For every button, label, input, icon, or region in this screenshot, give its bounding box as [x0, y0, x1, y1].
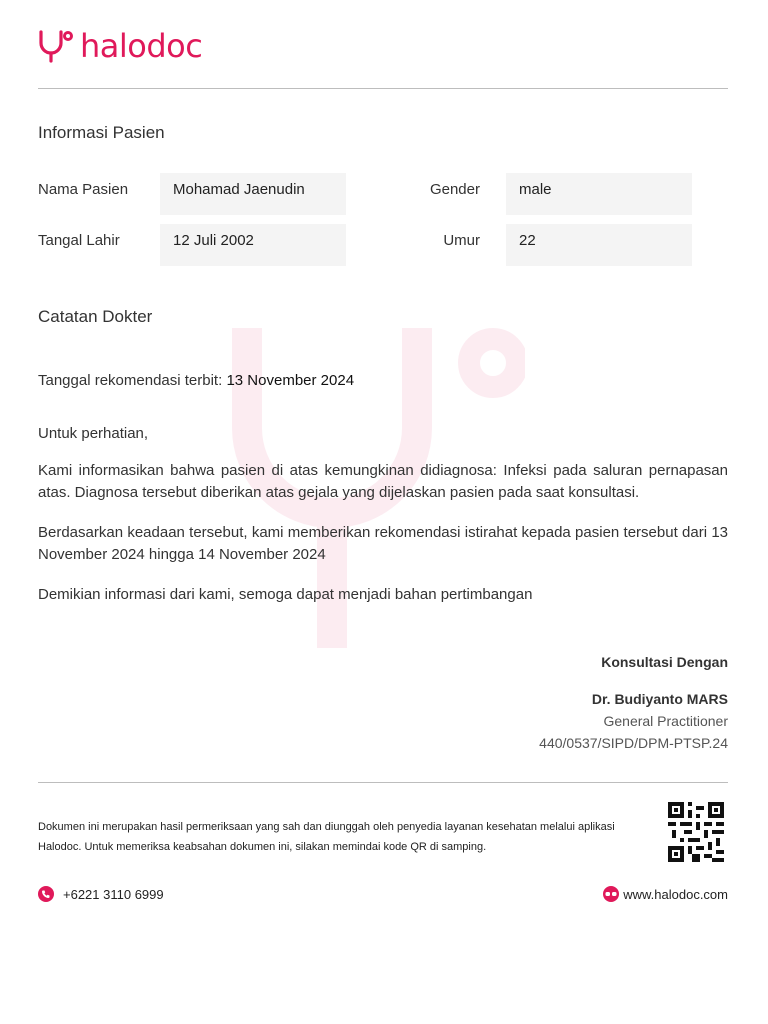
age-value: 22 — [506, 224, 692, 266]
doctor-name: Dr. Budiyanto MARS — [591, 691, 728, 707]
diagnosis-paragraph: Kami informasikan bahwa pasien di atas kemungkinan didiagnosa: Infeksi pada saluran pernapasan atas. Diagnosa tersebut diberikan atas gejala yang dijelaskan pasien pada saat konsultasi. — [38, 462, 728, 501]
date-prefix: Tanggal rekomendasi terbit: — [38, 372, 223, 389]
header-divider — [38, 88, 728, 89]
greeting: Untuk perhatian, — [38, 425, 149, 442]
closing-paragraph: Demikian informasi dari kami, semoga dapat menjadi bahan pertimbangan — [38, 586, 533, 603]
doctor-license: 440/0537/SIPD/DPM-PTSP.24 — [539, 735, 728, 751]
date-value: 13 November 2024 — [226, 372, 355, 389]
doctor-specialty: General Practitioner — [603, 713, 728, 729]
brand-name: halodoc — [80, 27, 203, 65]
age-label: Umur — [443, 232, 480, 249]
recommendation-paragraph: Berdasarkan keadaan tersebut, kami memberikan rekomendasi istirahat kepada pasien tersebut dari 13 November 2024 hingga 14 November 2024 — [38, 524, 728, 563]
patient-section-title: Informasi Pasien — [38, 123, 165, 142]
phone-contact — [38, 886, 164, 902]
website-contact — [602, 886, 728, 902]
qr-code-icon — [668, 802, 724, 862]
name-value: Mohamad Jaenudin — [160, 173, 346, 215]
gender-value: male — [506, 173, 692, 215]
dob-label: Tangal Lahir — [38, 232, 120, 249]
website-link[interactable]: www.halodoc.com — [623, 886, 728, 902]
recommendation-date — [38, 370, 728, 392]
web-icon — [602, 886, 620, 902]
gender-label: Gender — [429, 181, 480, 198]
dob-value: 12 Juli 2002 — [160, 224, 346, 266]
phone-number[interactable]: +6221 3110 6999 — [63, 886, 164, 902]
stethoscope-icon — [38, 29, 74, 63]
footer-note: Dokumen ini merupakan hasil permeriksaan yang sah dan diunggah oleh penyedia layanan kesehatan melalui aplikasi Halodoc. Untuk memeriksa keabsahan dokumen ini, silakan memindai kode QR di samping. — [38, 821, 615, 853]
footer-divider — [38, 782, 728, 783]
halodoc-logo — [38, 28, 202, 64]
consult-heading: Konsultasi Dengan — [601, 654, 728, 670]
name-label: Nama Pasien — [38, 181, 129, 198]
phone-icon — [38, 886, 54, 902]
notes-section-title: Catatan Dokter — [38, 307, 153, 326]
